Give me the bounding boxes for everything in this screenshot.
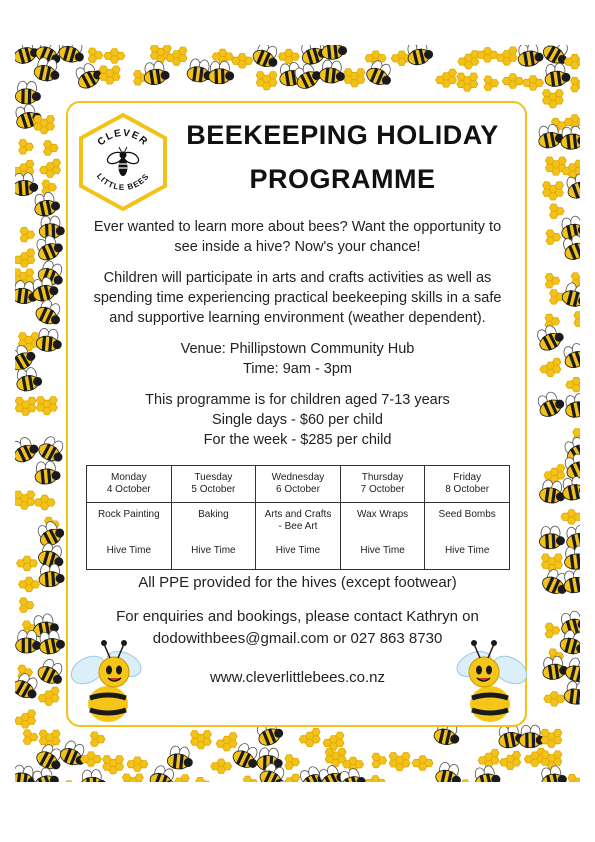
hive-time-label: Hive Time [275,545,321,556]
honeycomb-cell [457,73,465,80]
small-bee-icon [534,389,566,420]
day-cell [171,466,256,503]
small-bee-icon [563,680,580,705]
honeycomb-cell [561,513,569,520]
intro-line: see inside a hive? Now's your chance! [174,239,421,255]
honeycomb-cell [571,85,579,92]
honeycomb-cell [509,47,517,54]
honeycomb-cell [52,730,60,737]
honeycomb-cell [323,739,331,746]
honeycomb-cell [545,281,553,288]
small-bee-icon [364,58,396,89]
activity-label [343,503,423,545]
honeycomb-cell [291,774,299,781]
honeycomb-cell [496,54,504,61]
honeycomb-cell [564,118,572,125]
small-bee-icon [208,61,234,84]
honeycomb-cell [36,404,44,411]
honeycomb-cell [299,736,307,743]
honeycomb-cell [545,164,553,171]
small-bee-icon [33,297,66,328]
cartoon-bee-right [452,630,532,730]
honeycomb-cell [555,90,563,97]
honeycomb-cell [542,90,550,97]
honeycomb-cell [553,358,561,365]
honeycomb-cell [27,710,35,717]
hive-time-label: Hive Time [191,545,236,556]
small-bee-icon [251,45,283,71]
day-date: 4 October [106,484,151,495]
venue-line: Venue: Phillipstown Community Hub [180,341,415,357]
day-date: 5 October [191,484,236,495]
honeycomb-cell [461,780,469,782]
honeycomb-cell [477,51,485,58]
honeycomb-cell [115,756,123,763]
honeycomb-cell [478,757,486,764]
activity-label [89,503,169,545]
honeycomb-cell [150,45,158,52]
honeycomb-cell [541,751,549,758]
intro-text [80,217,515,257]
small-bee-icon [563,392,580,419]
honeycomb-cell [312,728,320,735]
honeycomb-cell [285,762,293,769]
honeycomb-cell [190,738,198,745]
honeycomb-cell [203,731,211,738]
honeycomb-cell [17,560,25,567]
honeycomb-cell [103,763,111,770]
activity-cell [87,503,172,570]
honeycomb-cell [179,47,187,54]
honeycomb-cell [338,748,346,755]
honeycomb-cell [20,235,28,242]
activity-name-cont: - Bee Art [278,521,318,532]
day-cell [425,466,510,503]
small-bee-icon [15,172,39,196]
activity-label [258,503,338,545]
honeycomb-cell [26,269,34,276]
honeycomb-cell [15,405,23,412]
day-date: 7 October [360,484,405,495]
day-name: Tuesday [194,472,233,483]
honeycomb-cell [39,737,47,744]
honeycomb-cell [90,739,98,746]
honeycomb-cell [541,561,549,568]
honeycomb-cell [150,52,158,59]
small-bee-icon [320,45,348,60]
honeycomb-cell [112,66,120,73]
small-bee-icon [32,190,62,217]
activity-label [174,503,254,545]
honeycomb-cell [15,498,22,505]
honeycomb-cell [127,761,135,768]
small-bee-icon [80,769,107,782]
honeycomb-cell [543,189,551,196]
honeycomb-cell [269,72,277,79]
honeycomb-cell [256,79,264,86]
small-bee-icon [36,434,69,466]
honeycomb-cell [81,755,89,762]
honeycomb-cell [491,750,499,757]
honeycomb-cell [372,761,380,768]
activity-name: Seed Bombs [438,509,496,520]
day-cell [256,466,341,503]
small-bee-icon [15,366,43,393]
logo-text-top: CLEVER [95,127,151,149]
honeycomb-cell [135,774,143,781]
honeycomb-cell [554,554,562,561]
honeycomb-cell [166,54,174,61]
contact-line: For enquiries and bookings, please contact Kathryn on [116,608,479,625]
honeycomb-cell [566,381,574,388]
honeycomb-cell [389,753,397,760]
honeycomb-cell [163,45,171,52]
honeycomb-cell [34,123,42,130]
honeycomb-cell [512,751,520,758]
small-bee-icon [543,62,571,88]
honeycomb-cell [18,333,26,340]
hive-time-label: Hive Time [360,545,405,556]
honeycomb-cell [122,774,130,781]
small-bee-icon [541,655,569,681]
page-title-line-1: BEEKEEPING HOLIDAY [186,120,499,150]
activity-cell [171,503,256,570]
honeycomb-cell [216,740,224,747]
honeycomb-cell [543,182,551,189]
small-bee-icon [57,45,88,65]
day-cell [340,466,425,503]
small-bee-icon [35,657,68,688]
honeycomb-cell [134,78,142,85]
honeycomb-cell [541,758,549,765]
honeycomb-cell [574,319,580,326]
honeycomb-cell [325,756,333,763]
website-link[interactable]: www.cleverlittlebees.co.nz [209,669,386,686]
honeycomb-cell [34,116,42,123]
honeycomb-cell [448,69,456,76]
logo-text-bottom: LITTLE BEES [94,171,152,193]
hive-time-label: Hive Time [444,545,490,556]
day-date: 8 October [445,484,490,495]
honeycomb-cell [40,166,48,173]
honeycomb-cell [542,97,550,104]
honeycomb-cell [544,472,552,479]
honeycomb-cell [229,733,237,740]
honeycomb-cell [365,55,373,62]
description-line: Children will participate in arts and crafts activities as well as [103,270,492,286]
honeycomb-cell [436,76,444,83]
single-day-price: Single days - $60 per child [212,412,383,428]
hive-time-label: Hive Time [106,545,152,556]
honeycomb-cell [325,748,333,755]
activity-cell [340,503,425,570]
honeycomb-cell [27,249,35,256]
honeycomb-cell [541,554,549,561]
honeycomb-cell [278,53,286,60]
honeycomb-cell [550,211,558,218]
honeycomb-cell [336,732,344,739]
honeycomb-cell [103,756,111,763]
activity-cell [425,503,510,570]
intro-line: Ever wanted to learn more about bees? Want the opportunity to [93,219,502,235]
description-line: and supportive learning environment (weather dependent). [109,310,486,326]
honeycomb-cell [344,76,352,83]
small-bee-icon [34,460,61,485]
honeycomb-cell [391,55,399,62]
page-title-line-2: PROGRAMME [249,164,436,194]
honeycomb-cell [550,297,558,304]
honeycomb-cell [573,429,580,436]
small-bee-icon [33,232,65,263]
honeycomb-cell [15,491,22,498]
small-bee-icon [319,59,347,84]
honeycomb-cell [256,72,264,79]
small-bee-icon [516,45,545,68]
activity-name: Wax Wraps [357,509,409,520]
small-bee-icon [15,434,41,465]
honeycomb-cell [546,237,554,244]
small-bee-icon [434,761,464,782]
honeycomb-cell [232,57,240,64]
honeycomb-cell [88,55,96,62]
honeycomb-cell [524,756,532,763]
small-bee-icon [142,60,171,86]
contact-email-phone: dodowithbees@gmail.com or 027 863 8730 [152,630,443,647]
honeycomb-cell [39,730,47,737]
clever-little-bees-logo [77,112,169,212]
honeycomb-cell [15,256,22,263]
honeycomb-cell [65,781,73,782]
honeycomb-cell [46,116,54,123]
honeycomb-cell [19,605,27,612]
honeycomb-cell [484,83,492,90]
activity-name: Rock Painting [97,509,160,520]
activity-cell [256,503,341,570]
activity-label [427,503,507,545]
honeycomb-cell [181,775,189,782]
honeycomb-cell [574,312,580,319]
day-name: Thursday [361,472,404,483]
honeycomb-cell [26,160,34,167]
honeycomb-cell [44,148,52,155]
schedule-activity-row [87,503,510,570]
honeycomb-cell [389,760,397,767]
venue-text [80,339,515,379]
pricing-text [80,390,515,450]
honeycomb-cell [27,491,35,498]
small-bee-icon [405,45,435,67]
honeycomb-cell [412,759,420,766]
honeycomb-cell [15,397,23,404]
honeycomb-cell [28,397,36,404]
honeycomb-cell [343,761,351,768]
small-bee-icon [167,745,195,770]
small-bee-icon [15,81,41,104]
cartoon-bee-left [66,630,146,730]
honeycomb-cell [568,774,576,781]
honeycomb-cell [562,167,570,174]
honeycomb-cell [344,69,352,76]
honeycomb-cell [555,182,563,189]
honeycomb-cell [500,759,508,766]
ppe-note: All PPE provided for the hives (except footwear) [138,574,457,591]
honeycomb-cell [34,499,42,506]
small-bee-icon [58,739,90,769]
small-bee-icon [38,563,65,587]
honeycomb-cell [469,73,477,80]
honeycomb-cell [15,717,23,724]
age-line: This programme is for children aged 7-13 years [145,392,450,408]
small-bee-icon [472,764,502,782]
honeycomb-cell [104,52,112,59]
honeycomb-cell [541,729,549,736]
honeycomb-cell [212,53,220,60]
description-text [80,268,515,328]
honeycomb-cell [557,465,565,472]
day-cell [87,466,172,503]
day-name: Monday [111,472,147,483]
honeycomb-cell [19,581,27,588]
honeycomb-cell [564,58,572,65]
day-name: Wednesday [271,472,325,483]
small-bee-icon [560,340,580,370]
honeycomb-cell [36,397,44,404]
day-name: Friday [453,472,482,483]
honeycomb-cell [51,687,59,694]
small-bee-icon [539,526,566,550]
honeycomb-cell [52,159,60,166]
schedule-header-row [87,466,510,503]
honeycomb-cell [558,157,566,164]
small-bee-icon [337,766,368,782]
small-bee-icon [36,328,63,353]
day-date: 6 October [276,484,320,495]
honeycomb-cell [99,66,107,73]
honeycomb-cell [402,753,410,760]
honeycomb-cell [357,69,365,76]
honeycomb-cell [196,777,204,782]
description-line: spending time experiencing practical beekeeping skills in a safe [93,290,502,306]
week-price: For the week - $285 per child [203,432,392,448]
honeycomb-cell [523,79,531,86]
honeycomb-cell [458,58,466,65]
time-line: Time: 9am - 3pm [242,361,353,377]
honeycomb-cell [545,157,553,164]
small-bee-icon [563,545,580,570]
honeycomb-cell [554,751,562,758]
honeycomb-cell [554,729,562,736]
small-bee-icon [39,216,65,239]
honeycomb-cell [190,731,198,738]
honeycomb-cell [38,695,46,702]
honeycomb-cell [49,397,57,404]
schedule-table [86,465,510,570]
honeycomb-cell [457,80,465,87]
honeycomb-cell [545,630,553,637]
honeycomb-cell [99,73,107,80]
honeycomb-cell [23,737,31,744]
honeycomb-cell [544,695,552,702]
small-bee-icon [564,656,580,684]
honeycomb-cell [502,77,510,84]
small-bee-icon [538,764,568,782]
honeycomb-cell [540,366,548,373]
honeycomb-cell [541,737,549,744]
activity-name: Arts and Crafts [264,509,332,520]
activity-name: Baking [198,509,229,520]
honeycomb-cell [19,147,27,154]
small-bee-icon [534,322,567,354]
honeycomb-cell [211,763,219,770]
